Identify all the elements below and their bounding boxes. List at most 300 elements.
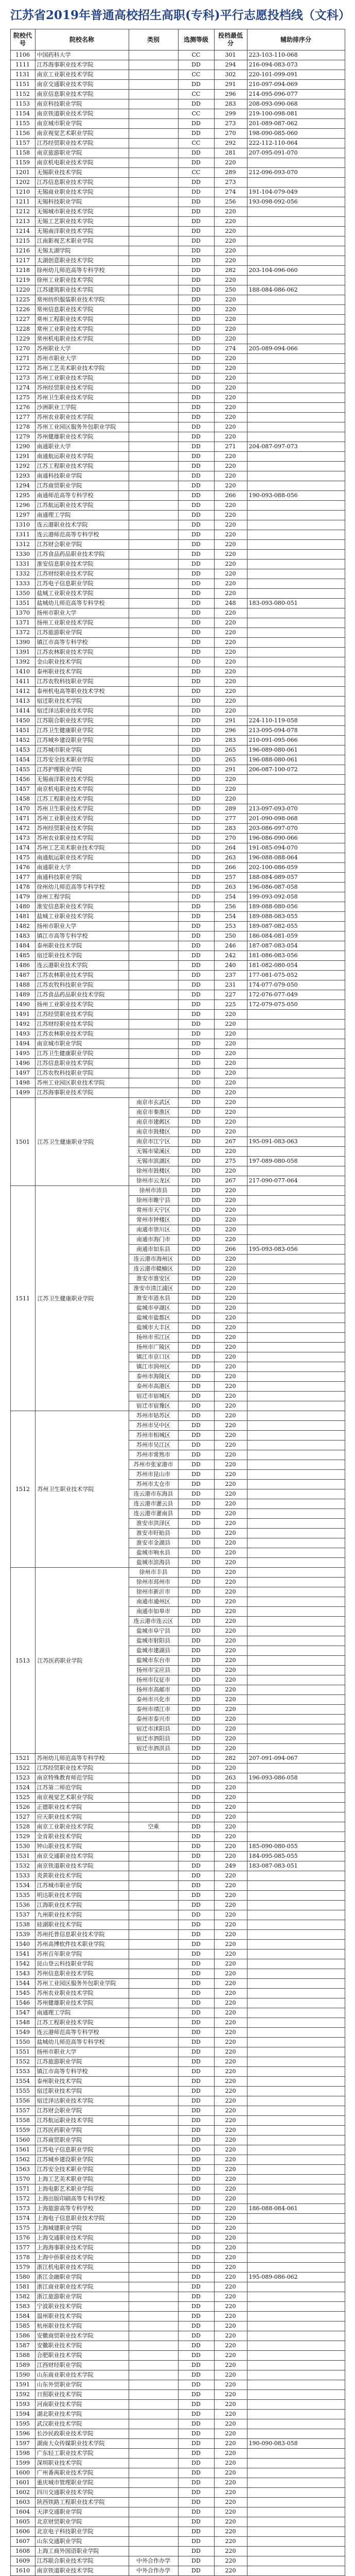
school-name: 江苏联合职业技术学院 [35,716,129,726]
school-code: 1290 [10,442,35,452]
min-score-cell: 220 [214,2429,247,2439]
school-name: 镇江市高等专科学校 [35,638,129,648]
table-row [10,2116,345,2126]
aux-rank-cell [247,325,345,334]
selection-level-cell: DD [178,863,214,873]
category-cell [129,550,178,560]
selection-level-cell: CC [178,50,214,60]
school-code: 1154 [10,109,35,119]
table-row [10,2380,345,2390]
selection-level-cell: DD [178,1137,214,1147]
table-row [10,1901,345,1910]
category-cell [129,804,178,814]
selection-level-cell: DD [178,560,214,569]
selection-level-cell: DD [178,608,214,618]
table-row [10,1861,345,1871]
school-code: 1410 [10,667,35,677]
selection-level-cell: DD [178,2253,214,2263]
min-score-cell: 220 [214,1910,247,1920]
selection-level-cell: DD [178,1255,214,1264]
category-cell [129,560,178,569]
selection-level-cell: DD [178,60,214,70]
min-score-cell: 220 [214,1695,247,1705]
table-row [10,2556,345,2566]
category-cell [129,139,178,148]
table-row [10,883,345,892]
school-name: 盐城幼儿师范高等专科学校 [35,599,129,608]
school-name: 江苏安全技术职业学院 [35,2165,129,2175]
selection-level-cell: DD [178,540,214,550]
table-row [10,491,345,501]
aux-rank-cell: 203-086-097-070 [247,824,345,834]
category-cell: 盐城市阜宁县 [129,1626,178,1636]
selection-level-cell: DD [178,2263,214,2273]
min-score-cell: 220 [214,383,247,393]
school-code: 1487 [10,971,35,980]
selection-level-cell: DD [178,1294,214,1303]
aux-rank-cell [247,1450,345,1460]
table-row [10,1950,345,1959]
category-cell: 南通市如皋市 [129,1607,178,1617]
school-name: 温州职业技术学院 [35,2312,129,2321]
selection-level-cell: DD [178,1010,214,1020]
aux-rank-cell: 223-103-110-068 [247,50,345,60]
category-cell [129,951,178,961]
selection-level-cell: DD [178,1049,214,1059]
selection-level-cell: DD [178,579,214,589]
category-cell [129,1010,178,1020]
category-cell: 淮安市淮安区 [129,1274,178,1284]
min-score-cell: 220 [214,1597,247,1607]
min-score-cell: 220 [214,1196,247,1206]
aux-rank-cell [247,1117,345,1127]
selection-level-cell: DD [178,824,214,834]
table-row [10,2224,345,2233]
school-code: 1493 [10,1029,35,1039]
table-row [10,2096,345,2106]
min-score-cell: 220 [214,1029,247,1039]
selection-level-cell: DD [178,1558,214,1568]
school-code: 1310 [10,520,35,530]
selection-level-cell: DD [178,697,214,706]
school-name: 宿迁职业技术学院 [35,2087,129,2096]
aux-rank-cell [247,1206,345,1215]
selection-level-cell: DD [178,716,214,726]
category-cell [129,354,178,364]
school-code: 1551 [10,2047,35,2057]
selection-level-cell: DD [178,1636,214,1646]
table-row [10,706,345,716]
min-score-cell: 220 [214,1225,247,1235]
min-score-cell: 220 [214,618,247,628]
selection-level-cell: DD [178,2380,214,2390]
category-cell [129,843,178,853]
category-cell: 淮安市盱眙县 [129,1529,178,1538]
category-cell [129,853,178,863]
school-name: 南通航运职业技术学院 [35,452,129,462]
table-row [10,2419,345,2429]
school-code: 1496 [10,1059,35,1069]
table-row [10,1039,345,1049]
aux-rank-cell: 196-086-090-066 [247,834,345,843]
school-name: 江苏安全技术职业学院 [35,755,129,765]
selection-level-cell: DD [178,1039,214,1049]
school-name: 广州番禺职业技术学院 [35,2468,129,2478]
min-score-cell: 220 [214,1959,247,1969]
school-code: 1220 [10,285,35,295]
table-row [10,1783,345,1793]
category-cell [129,2488,178,2498]
school-code: 1580 [10,2273,35,2282]
aux-rank-cell [247,794,345,804]
category-cell [129,1754,178,1764]
table-row [10,589,345,599]
category-cell: 连云港市灌云县 [129,1499,178,1509]
category-cell [129,941,178,951]
aux-rank-cell [247,1431,345,1440]
min-score-cell: 220 [214,667,247,677]
table-row [10,158,345,168]
selection-level-cell: DD [178,2057,214,2067]
school-name: 无锡南洋职业技术学院 [35,775,129,785]
table-row [10,1998,345,2008]
selection-level-cell: DD [178,1950,214,1959]
min-score-cell: 220 [214,657,247,667]
category-cell: 盐城市亭湖区 [129,1303,178,1313]
selection-level-cell: DD [178,1832,214,1842]
min-score-cell: 220 [214,1480,247,1489]
aux-rank-cell: 185-090-080-055 [247,1842,345,1852]
school-name: 连云港职业技术学院 [35,520,129,530]
selection-level-cell: DD [178,1754,214,1764]
table-row [10,1088,345,1098]
school-name: 南京机电职业技术学院 [35,158,129,168]
school-name: 江苏商贸职业学院 [35,481,129,491]
category-cell: 徐州市鼓楼区 [129,1166,178,1176]
aux-rank-cell [247,2507,345,2517]
selection-level-cell: DD [178,2517,214,2527]
min-score-cell: 220 [214,1020,247,1029]
selection-level-cell: DD [178,1029,214,1039]
school-name: 上海旅游高等专科学校 [35,2204,129,2214]
selection-level-cell: DD [178,305,214,315]
aux-rank-cell [247,2008,345,2018]
school-code: 1553 [10,2067,35,2077]
aux-rank-cell [247,579,345,589]
school-code: 1595 [10,2419,35,2429]
aux-rank-cell [247,236,345,246]
category-cell [129,1950,178,1959]
aux-rank-cell [247,452,345,462]
aux-rank-cell [247,1147,345,1157]
selection-level-cell: DD [178,1450,214,1460]
school-name: 江海职业技术学院 [35,1901,129,1910]
school-code: 1527 [10,1812,35,1822]
category-cell [129,2449,178,2459]
aux-rank-cell [247,2214,345,2224]
aux-rank-cell: 188-084-086-062 [247,285,345,295]
school-name: 长沙民政职业技术学院 [35,2429,129,2439]
category-cell [129,50,178,60]
table-row [10,2361,345,2370]
category-cell [129,1783,178,1793]
selection-level-cell: DD [178,2341,214,2351]
min-score-cell: 220 [214,1450,247,1460]
selection-level-cell: DD [178,1695,214,1705]
min-score-cell: 220 [214,1793,247,1803]
category-cell [129,178,178,188]
category-cell [129,158,178,168]
category-cell: 镇江市京口区 [129,1352,178,1362]
min-score-cell: 220 [214,1998,247,2008]
min-score-cell: 220 [214,2204,247,2214]
selection-level-cell: DD [178,2282,214,2292]
table-row [10,2351,345,2361]
aux-rank-cell: 187-087-083-054 [247,941,345,951]
category-cell [129,814,178,824]
school-code: 1584 [10,2312,35,2321]
selection-level-cell: DD [178,980,214,990]
min-score-cell: 220 [214,1832,247,1842]
category-cell [129,90,178,99]
category-cell [129,873,178,883]
category-cell [129,2292,178,2302]
selection-level-cell: DD [178,569,214,579]
aux-rank-cell: 219-100-098-081 [247,109,345,119]
aux-rank-cell: 217-090-077-064 [247,1176,345,1186]
table-row [10,863,345,873]
aux-rank-cell: 199-093-092-058 [247,892,345,902]
min-score-cell: 246 [214,941,247,951]
selection-level-cell: DD [178,1666,214,1675]
table-row [10,139,345,148]
category-cell [129,2087,178,2096]
school-code: 1411 [10,677,35,687]
min-score-cell: 220 [214,1343,247,1352]
selection-level-cell: DD [178,2155,214,2165]
aux-rank-cell [247,1303,345,1313]
category-cell: 南京市建邺区 [129,1117,178,1127]
min-score-cell: 291 [214,765,247,775]
selection-level-cell: DD [178,1431,214,1440]
selection-level-cell: DD [178,227,214,236]
category-cell [129,2126,178,2136]
school-name: 江西财经职业学院 [35,2361,129,2370]
school-code: 1276 [10,403,35,413]
category-cell [129,374,178,383]
min-score-cell: 240 [214,961,247,971]
selection-level-cell: DD [178,1147,214,1157]
selection-level-cell: DD [178,902,214,912]
aux-rank-cell [247,1715,345,1724]
min-score-cell: 291 [214,716,247,726]
category-cell [129,902,178,912]
school-code: 1582 [10,2292,35,2302]
school-name: 江苏财会职业学院 [35,2106,129,2116]
selection-level-cell: DD [178,2184,214,2194]
table-row [10,109,345,119]
school-name: 江苏经贸职业技术学院 [35,1010,129,1020]
aux-rank-cell [247,1127,345,1137]
aux-rank-cell [247,2047,345,2057]
aux-rank-cell [247,638,345,648]
category-cell [129,1842,178,1852]
aux-rank-cell [247,1675,345,1685]
school-name: 昆山登云科技职业学院 [35,1959,129,1969]
selection-level-cell: DD [178,2292,214,2302]
category-cell: 无锡市梁溪区 [129,1147,178,1157]
table-row [10,1920,345,1930]
school-name: 江苏财会职业学院 [35,540,129,550]
table-row [10,256,345,266]
min-score-cell: 220 [214,1901,247,1910]
category-cell [129,971,178,980]
aux-rank-cell [247,1489,345,1499]
table-row [10,2067,345,2077]
aux-rank-cell [247,1294,345,1303]
table-row [10,188,345,197]
aux-rank-cell: 210-097-094-069 [247,80,345,90]
school-code: 1311 [10,530,35,540]
category-cell: 常州市天宁区 [129,1206,178,1215]
school-code: 1525 [10,1793,35,1803]
min-score-cell: 283 [214,99,247,109]
category-cell [129,608,178,618]
table-row [10,2233,345,2243]
min-score-cell: 301 [214,50,247,60]
category-cell [129,2165,178,2175]
table-row [10,2047,345,2057]
aux-rank-cell [247,2028,345,2038]
selection-level-cell: DD [178,1127,214,1137]
school-name: 盐城工业职业技术学院 [35,589,129,599]
selection-level-cell: DD [178,1264,214,1274]
aux-rank-cell [247,608,345,618]
category-cell [129,1940,178,1950]
aux-rank-cell [247,1401,345,1411]
aux-rank-cell [247,2096,345,2106]
selection-level-cell: DD [178,2116,214,2126]
min-score-cell: 220 [214,785,247,794]
category-cell: 扬州市高邮市 [129,1685,178,1695]
school-code: 1573 [10,2204,35,2214]
selection-level-cell: DD [178,1274,214,1284]
selection-level-cell: DD [178,1891,214,1901]
school-code: 1597 [10,2439,35,2449]
category-cell [129,2038,178,2047]
aux-rank-cell [247,276,345,285]
selection-level-cell: DD [178,745,214,755]
category-cell: 宿迁市沭阳县 [129,1724,178,1734]
school-code: 1453 [10,745,35,755]
table-row [10,452,345,462]
min-score-cell: 220 [214,1803,247,1812]
table-row [10,393,345,403]
table-row [10,941,345,951]
school-name: 江苏联合职业技术学院 [35,2556,129,2566]
min-score-cell: 256 [214,902,247,912]
selection-level-cell: DD [178,207,214,217]
min-score-cell: 220 [214,2165,247,2175]
school-code: 1274 [10,383,35,393]
aux-rank-cell: 172-079-075-050 [247,1000,345,1010]
selection-level-cell: DD [178,1108,214,1117]
min-score-cell: 220 [214,638,247,648]
category-cell: 空乘 [129,1822,178,1832]
aux-rank-cell [247,1519,345,1529]
school-code: 1202 [10,178,35,188]
school-name: 安徽商贸职业技术学院 [35,2331,129,2341]
table-row [10,2243,345,2253]
selection-level-cell: DD [178,393,214,403]
aux-rank-cell [247,589,345,599]
table-row [10,197,345,207]
table-row [10,285,345,295]
min-score-cell: 220 [214,1969,247,1979]
selection-level-cell: DD [178,2498,214,2507]
aux-rank-cell [247,697,345,706]
min-score-cell: 220 [214,1519,247,1529]
aux-rank-cell [247,1822,345,1832]
min-score-cell: 220 [214,1313,247,1323]
min-score-cell: 220 [214,403,247,413]
school-code: 1156 [10,129,35,139]
school-code: 1554 [10,2077,35,2087]
table-row [10,2488,345,2498]
aux-rank-cell [247,2459,345,2468]
category-cell [129,980,178,990]
aux-rank-cell [247,1568,345,1578]
min-score-cell: 220 [214,471,247,481]
school-code: 1297 [10,511,35,520]
aux-rank-cell [247,1480,345,1489]
category-cell [129,1989,178,1998]
min-score-cell: 220 [214,2390,247,2400]
category-cell [129,687,178,697]
table-row [10,618,345,628]
aux-rank-cell [247,1098,345,1108]
table-row [10,1059,345,1069]
min-score-cell: 220 [214,2370,247,2380]
school-code: 1571 [10,2184,35,2194]
category-cell [129,452,178,462]
category-cell [129,2312,178,2321]
aux-rank-cell [247,2077,345,2087]
school-name: 南京工业职业技术学院 [35,70,129,80]
selection-level-cell: DD [178,2351,214,2361]
table-row [10,217,345,227]
school-code: 1486 [10,961,35,971]
selection-level-cell: DD [178,1920,214,1930]
school-name: 北京电子科技职业学院 [35,2527,129,2537]
table-row [10,1989,345,1998]
aux-rank-cell [247,1871,345,1881]
school-name: 宿迁泽达职业技术学院 [35,2096,129,2106]
school-name: 江苏财经职业技术学院 [35,569,129,579]
min-score-cell: 220 [214,501,247,511]
category-cell: 宿迁市泗阳县 [129,1734,178,1744]
selection-level-cell: DD [178,2400,214,2410]
selection-level-cell: DD [178,1548,214,1558]
school-code: 1333 [10,579,35,589]
category-cell: 连云港市海州区 [129,1255,178,1264]
school-code: 1610 [10,2566,35,2576]
category-cell: 苏州市相城区 [129,1431,178,1440]
school-code: 1591 [10,2380,35,2390]
category-cell [129,2410,178,2419]
min-score-cell: 220 [214,1255,247,1264]
category-cell [129,305,178,315]
